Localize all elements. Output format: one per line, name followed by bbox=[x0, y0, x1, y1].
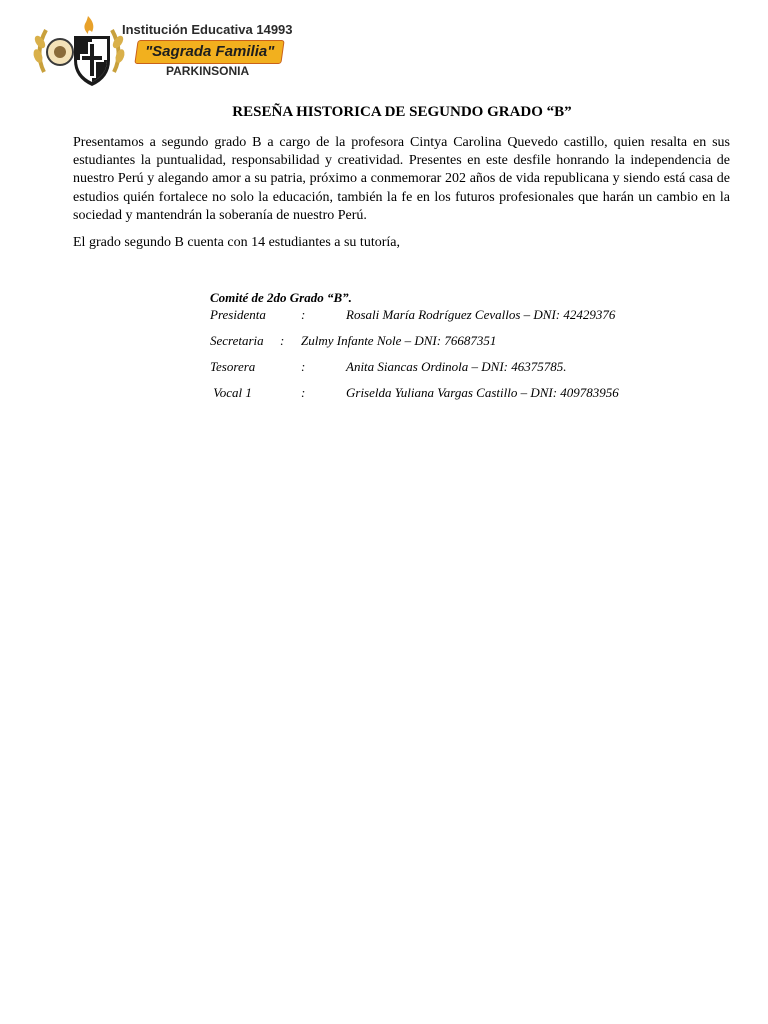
member-separator: : bbox=[280, 333, 285, 348]
school-name: Institución Educativa 14993 bbox=[122, 22, 293, 37]
students-paragraph: El grado segundo B cuenta con 14 estudiantes a su tutoría, bbox=[73, 235, 400, 250]
committee-title: Comité de 2do Grado “B”. bbox=[210, 290, 352, 305]
school-header bbox=[30, 12, 300, 92]
school-motto: "Sagrada Familia" bbox=[145, 43, 275, 60]
member-separator: : bbox=[301, 359, 306, 374]
school-motto-banner bbox=[134, 40, 285, 64]
school-place: PARKINSONIA bbox=[166, 64, 250, 78]
member-role: Vocal 1 bbox=[210, 385, 252, 400]
member-separator: : bbox=[301, 307, 306, 322]
member-name: Griselda Yuliana Vargas Castillo – DNI: 409783956 bbox=[346, 385, 619, 400]
member-name: Rosali María Rodríguez Cevallos – DNI: 42429376 bbox=[346, 307, 616, 322]
member-role: Tesorera bbox=[210, 359, 256, 374]
school-crest-icon bbox=[30, 12, 128, 90]
member-role: Presidenta bbox=[210, 307, 266, 322]
member-role: Secretaria bbox=[210, 333, 264, 348]
member-name: Zulmy Infante Nole – DNI: 76687351 bbox=[301, 333, 497, 348]
history-paragraph: Presentamos a segundo grado B a cargo de la profesora Cintya Carolina Quevedo castillo, quien resalta en sus estudiantes la puntualidad, responsabilidad y creatividad. Presentes en este desfile honrando la independencia de nuestro Perú y alegando amor a su patria, próximo a conmemorar 202 años de vida republicana y siendo está casa de estudios quién fortalece no solo la educación, también la fe en los futuros profesionales que harán un cambio en la sociedad y mantendrán la soberanía de nuestro Perú. bbox=[73, 135, 730, 223]
member-name: Anita Siancas Ordinola – DNI: 46375785. bbox=[346, 359, 567, 374]
document-title: RESEÑA HISTORICA DE SEGUNDO GRADO “B” bbox=[232, 104, 572, 120]
member-separator: : bbox=[301, 385, 306, 400]
